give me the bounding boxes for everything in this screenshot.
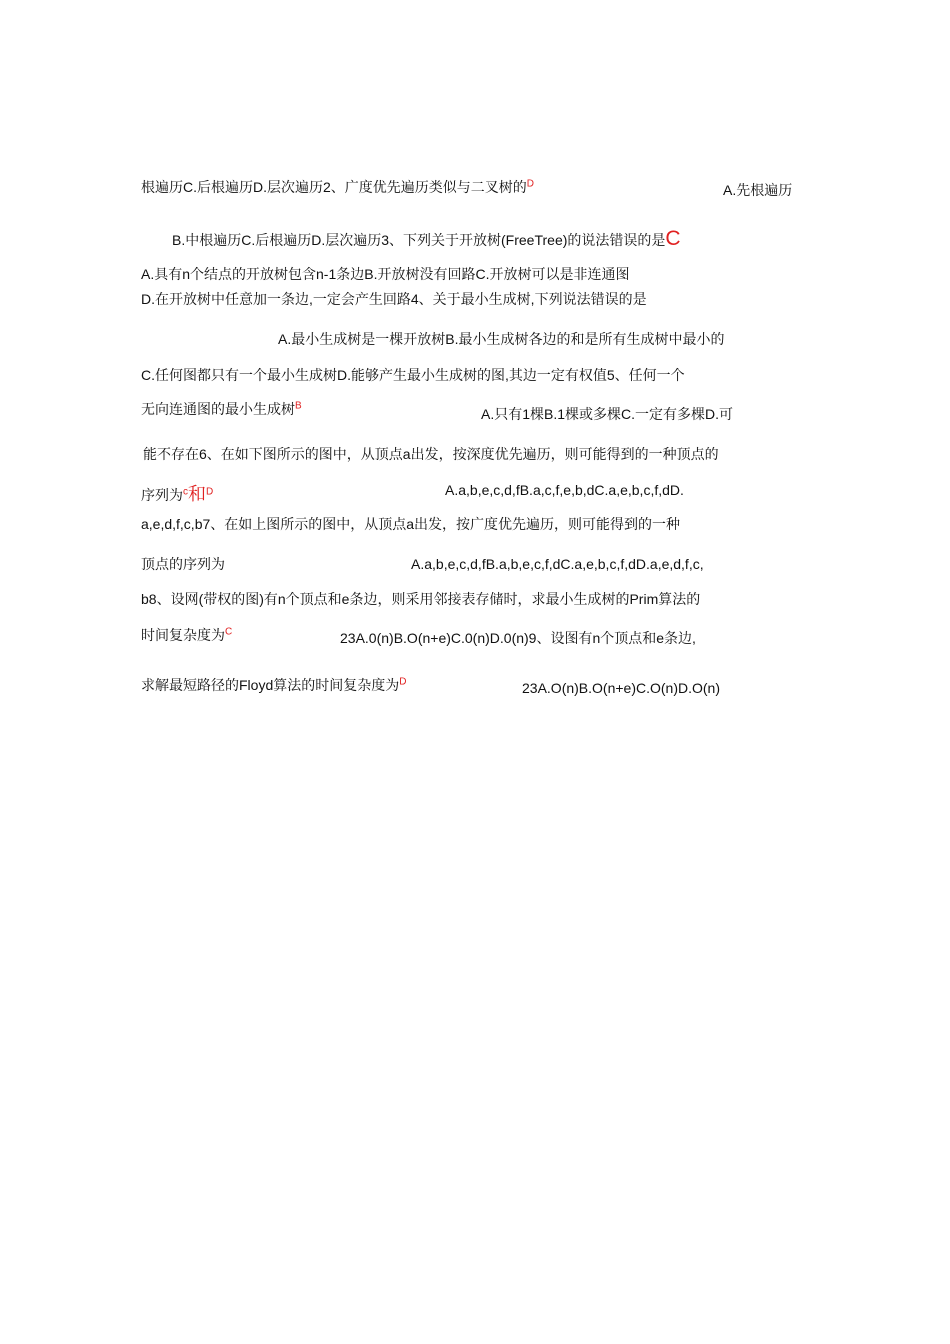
question-text: 求解最短路径的Floyd算法的时间复杂度为	[141, 677, 400, 693]
question-text: 无向连通图的最小生成树	[141, 401, 295, 417]
answer-mark: 和	[188, 484, 206, 504]
question-line-12: b8、设网(带权的图)有n个顶点和e条边，则采用邻接表存储时，求最小生成树的Prim算法的	[141, 591, 701, 607]
answer-mark: C	[665, 227, 681, 250]
option-text: A.a,b,e,c,d,fB.a,b,e,c,f,dC.a,e,b,c,f,dD.a,e,d,f,c,	[411, 556, 704, 572]
answer-mark: D	[399, 676, 407, 688]
option-text: A.最小生成树是一棵开放树B.最小生成树各边的和是所有生成树中最小的	[278, 331, 725, 347]
option-text: 23A.0(n)B.O(n+e)C.0(n)D.0(n)9、设图有n个顶点和e条边,	[340, 630, 696, 646]
question-line-9	[141, 486, 213, 504]
question-line-7	[141, 400, 302, 418]
question-line-1	[141, 178, 534, 196]
answer-mark: B	[295, 400, 302, 412]
option-text: A.先根遍历	[723, 182, 793, 198]
question-text: 根遍历C.后根遍历D.层次遍历2、广度优先遍历类似与二叉树的	[141, 179, 527, 195]
answer-mark: C	[225, 626, 233, 638]
question-text: B.中根遍历C.后根遍历D.层次遍历3、下列关于开放树(FreeTree)的说法错误的是	[172, 232, 666, 248]
question-line-14	[141, 676, 406, 694]
option-text: A.a,b,e,c,d,fB.a,c,f,e,b,dC.a,e,b,c,f,dD.	[445, 482, 684, 498]
question-line-10: a,e,d,f,c,b7、在如上图所示的图中，从顶点a出发，按广度优先遍历，则可能得到的一种	[141, 516, 681, 532]
answer-mark: c	[183, 486, 188, 498]
question-line-2	[172, 227, 681, 250]
option-text: 23A.O(n)B.O(n+e)C.O(n)D.O(n)	[522, 680, 720, 696]
question-line-6: C.任何图都只有一个最小生成树D.能够产生最小生成树的图,其边一定有权值5、任何一个	[141, 367, 685, 383]
question-line-8: 能不存在6、在如下图所示的图中，从顶点a出发，按深度优先遍历，则可能得到的一种顶点的	[143, 446, 719, 462]
question-line-4: D.在开放树中任意加一条边,一定会产生回路4、关于最小生成树,下列说法错误的是	[141, 291, 647, 307]
question-line-11: 顶点的序列为	[141, 556, 225, 572]
answer-mark: D	[526, 178, 535, 190]
question-text: 时间复杂度为	[141, 627, 225, 643]
question-text: 序列为	[141, 487, 183, 503]
answer-mark: D	[206, 486, 214, 498]
option-text: A.只有1棵B.1棵或多棵C.一定有多棵D.可	[481, 406, 734, 422]
option-text: A.具有n个结点的开放树包含n-1条边B.开放树没有回路C.开放树可以是非连通图	[141, 266, 630, 282]
question-line-13	[141, 626, 232, 644]
